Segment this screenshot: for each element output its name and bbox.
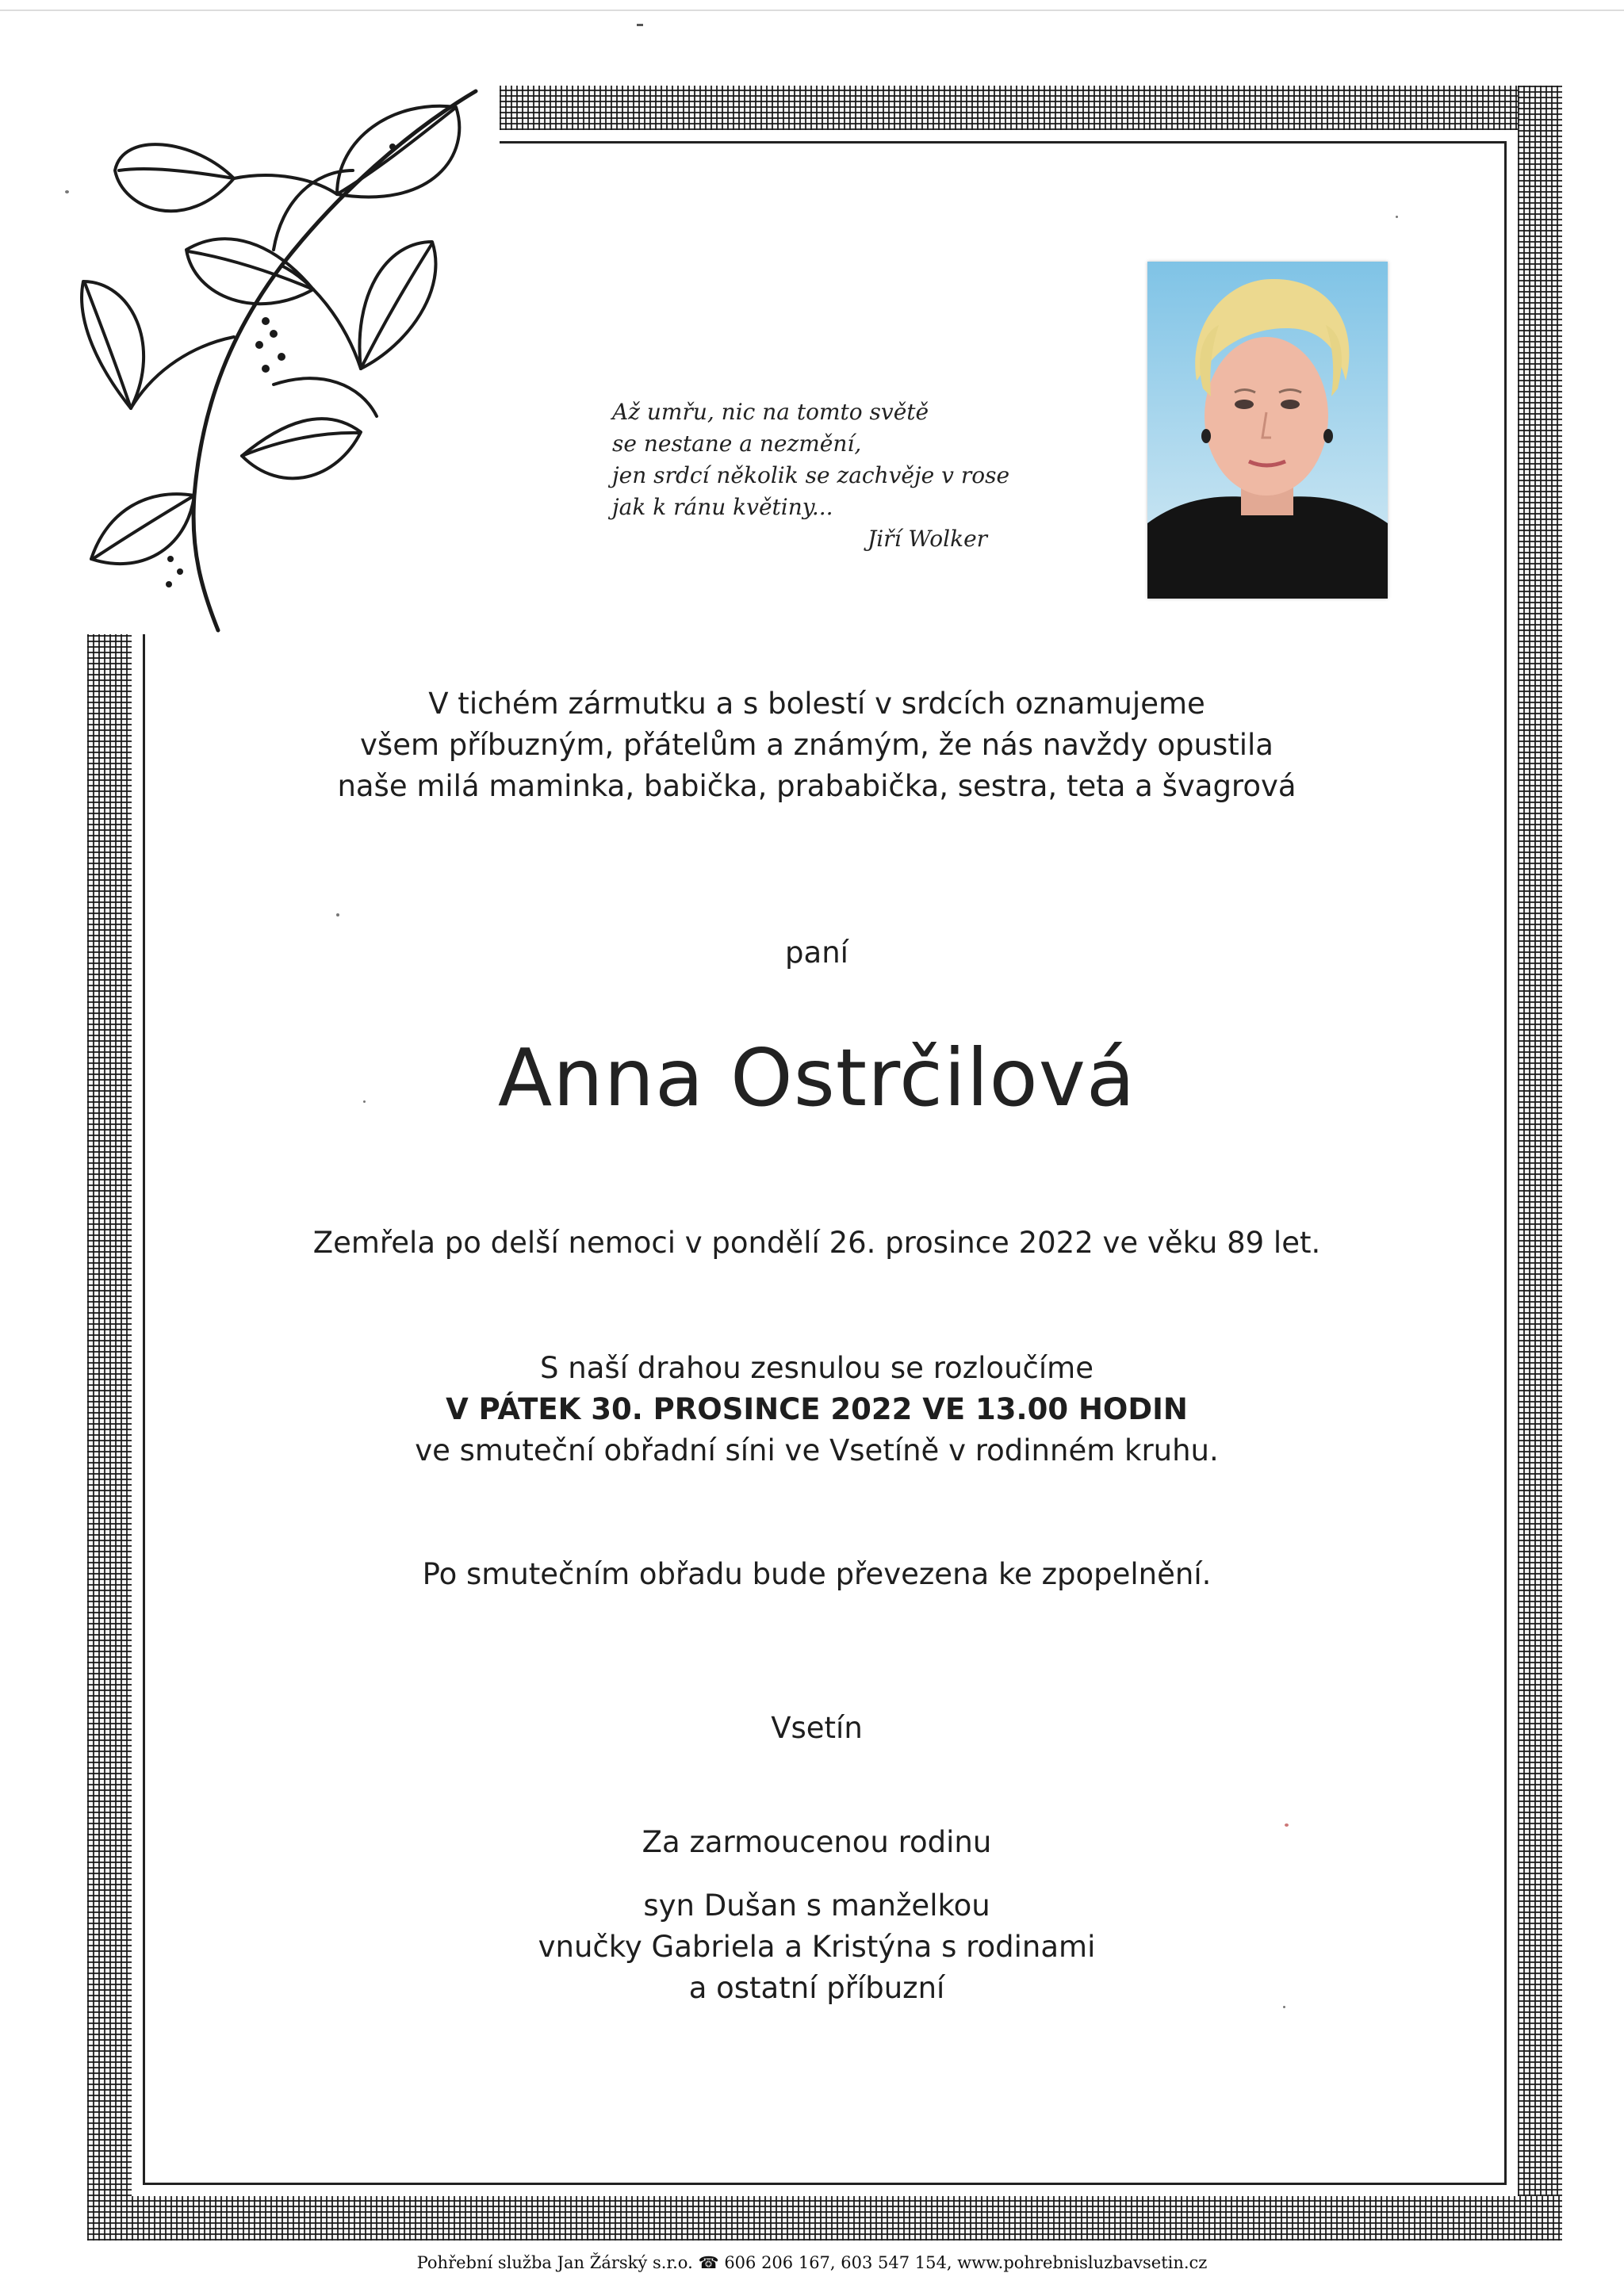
title-prefix: paní <box>785 936 848 970</box>
cremation-note: Po smutečním obřadu bude převezena ke zpopelnění. <box>422 1557 1212 1591</box>
scan-mark <box>637 24 643 26</box>
announcement-text <box>159 683 1475 807</box>
poem-quote <box>612 396 1025 555</box>
poem-line: jak k ránu květiny... <box>612 494 833 520</box>
frame-inner-right-line <box>1504 141 1507 2185</box>
family-member: vnučky Gabriela a Kristýna s rodinami <box>538 1930 1096 1964</box>
death-notice: Zemřela po delší nemoci v pondělí 26. prosince 2022 ve věku 89 let. <box>312 1226 1321 1260</box>
frame-top-band <box>500 86 1562 130</box>
funeral-service-footer <box>0 2253 1624 2272</box>
footer-contacts: 606 206 167, 603 547 154, www.pohrebnisluzbavsetin.cz <box>724 2253 1208 2272</box>
family-intro: Za zarmoucenou rodinu <box>642 1825 992 1859</box>
frame-left-band <box>87 634 132 2241</box>
frame-right-band <box>1518 86 1562 2241</box>
family-member: syn Dušan s manželkou <box>643 1888 990 1923</box>
family-member: a ostatní příbuzní <box>688 1971 945 2005</box>
farewell-line: S naší drahou zesnulou se rozloučíme <box>540 1351 1094 1385</box>
farewell-date-time: V PÁTEK 30. PROSINCE 2022 VE 13.00 HODIN <box>446 1392 1188 1426</box>
poem-line: Až umřu, nic na tomto světě <box>612 399 929 425</box>
birch-leaves-ornament <box>75 83 508 638</box>
frame-inner-left-line <box>143 634 145 2185</box>
frame-inner-top-line <box>500 141 1507 144</box>
deceased-portrait <box>1147 262 1388 599</box>
place: Vsetín <box>771 1711 863 1745</box>
telephone-icon: ☎ <box>698 2253 719 2272</box>
announcement-line: V tichém zármutku a s bolestí v srdcích oznamujeme <box>428 687 1205 721</box>
deceased-name: Anna Ostrčilová <box>497 1031 1136 1124</box>
scan-top-line <box>0 10 1624 11</box>
frame-bottom-band <box>87 2196 1562 2241</box>
farewell-info <box>159 1348 1475 1471</box>
announcement-line: všem příbuzným, přátelům a známým, že nás navždy opustila <box>360 728 1274 762</box>
poem-line: jen srdcí několik se zachvěje v rose <box>612 462 1010 488</box>
poem-author: Jiří Wolker <box>868 526 988 552</box>
footer-company: Pohřební služba Jan Žárský s.r.o. <box>416 2253 693 2272</box>
farewell-location: ve smuteční obřadní síni ve Vsetíně v rodinném kruhu. <box>415 1433 1219 1468</box>
announcement-line: naše milá maminka, babička, prababička, sestra, teta a švagrová <box>337 769 1297 803</box>
poem-line: se nestane a nezmění, <box>612 430 862 457</box>
frame-inner-bottom-line <box>143 2183 1507 2185</box>
family-members <box>159 1885 1475 2009</box>
family-signature <box>159 1822 1475 1863</box>
